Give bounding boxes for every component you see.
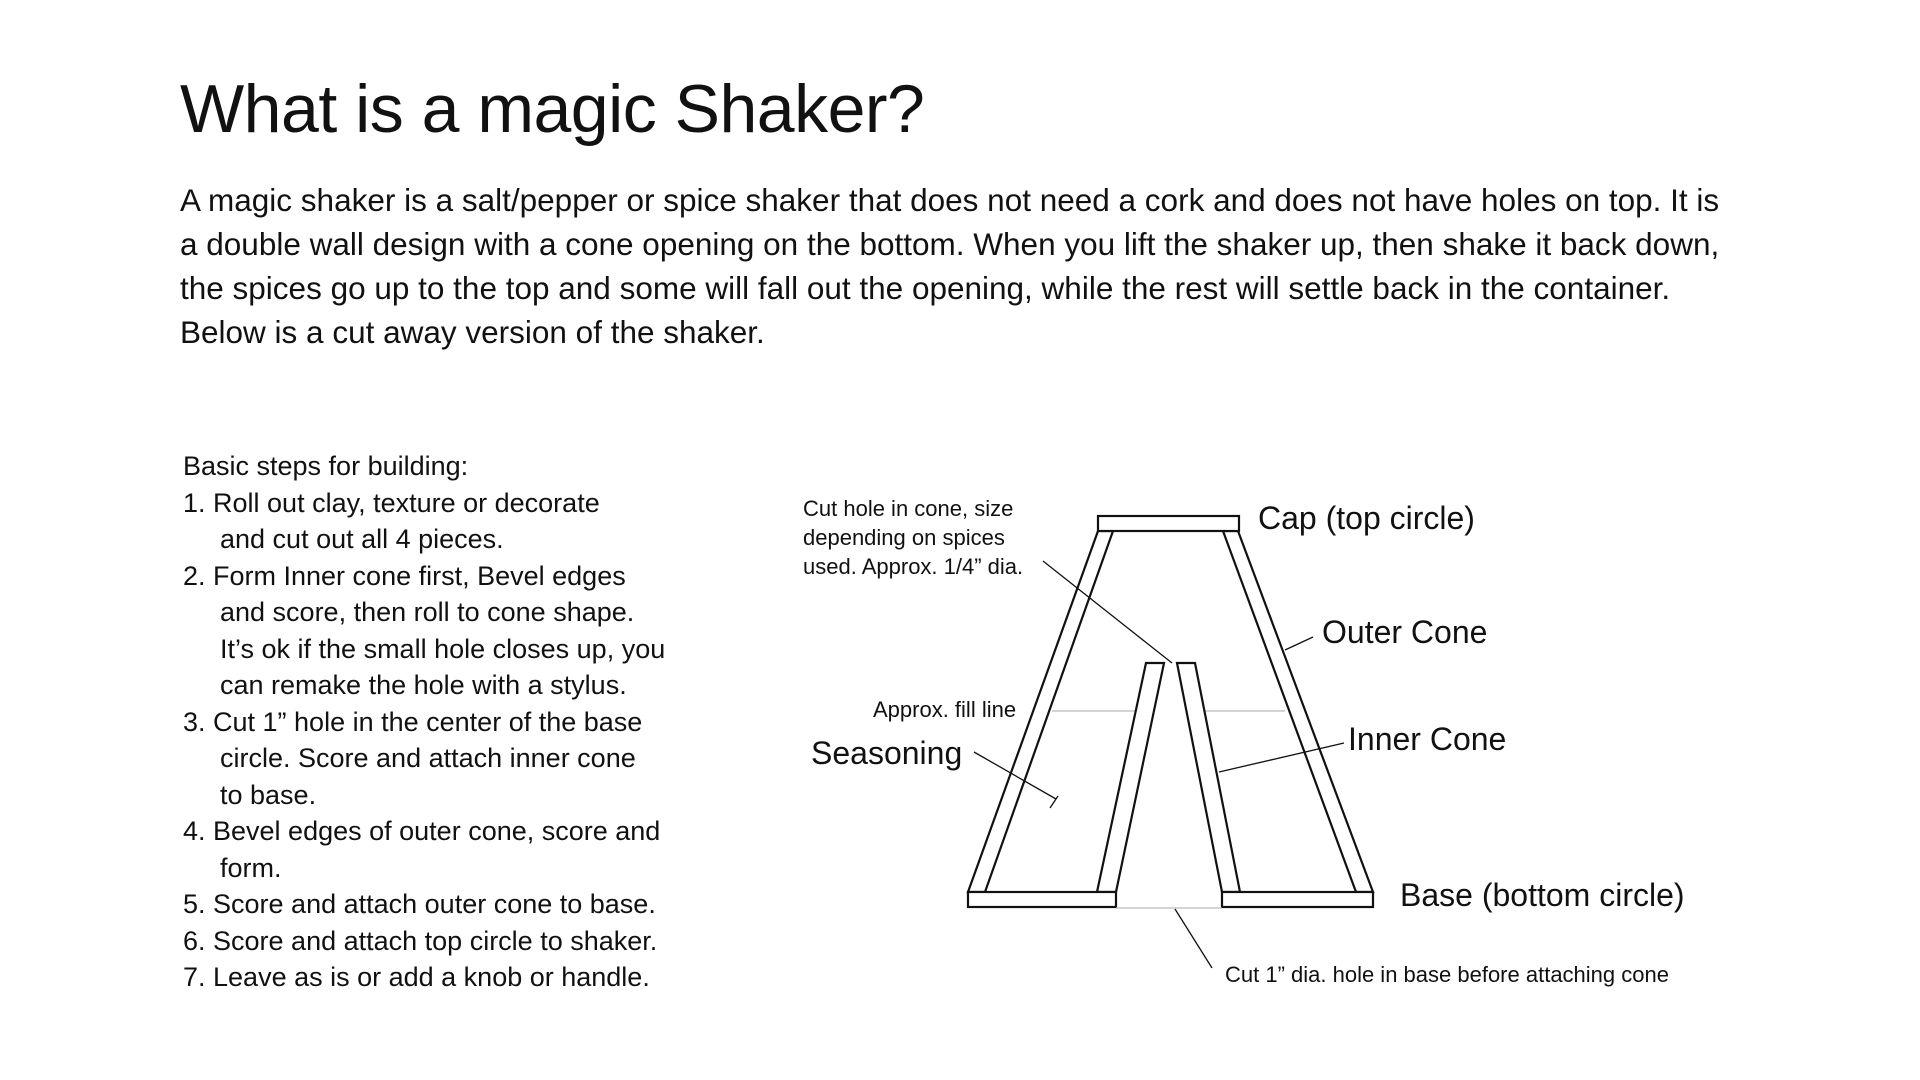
step-5: 5. Score and attach outer cone to base. <box>183 889 656 919</box>
base-right-half <box>1222 892 1373 907</box>
base-left-half <box>968 892 1116 907</box>
step-6: 6. Score and attach top circle to shaker. <box>183 925 658 956</box>
label-seasoning: Seasoning <box>811 735 963 771</box>
label-inner-cone: Inner Cone <box>1348 721 1507 757</box>
leader-outer-cone <box>1285 637 1313 650</box>
cap-top-circle <box>1098 516 1239 531</box>
leader-base-hole <box>1175 909 1212 968</box>
label-outer-cone: Outer Cone <box>1322 614 1488 650</box>
step-3-line-3: to base. <box>220 779 317 810</box>
step-2-line-3: It’s ok if the small hole closes up, you <box>220 633 666 664</box>
label-base: Base (bottom circle) <box>1400 877 1685 913</box>
intro-paragraph: A magic shaker is a salt/pepper or spice shaker that does not need a cork and does not have holes on top. It is a double wall design with a cone opening on the bottom. When you lift the shaker up, then shake it back down, the spices go up to the top and some will fall out the opening, while the rest will settle back in the container. Below is a cut away version of the shaker. <box>180 182 1720 350</box>
label-cut-hole-cone-line-2: depending on spices <box>803 525 1005 550</box>
inner-cone-left-wall <box>1097 663 1164 892</box>
label-cut-hole-cone-line-3: used. Approx. 1/4” dia. <box>803 554 1024 579</box>
steps-heading: Basic steps for building: <box>183 451 469 481</box>
step-4-line-1: 4. Bevel edges of outer cone, score and <box>183 816 661 846</box>
step-4-line-2: form. <box>220 852 282 883</box>
inner-cone-right-wall <box>1177 663 1240 892</box>
label-cut-hole-base: Cut 1” dia. hole in base before attaching cone <box>1225 962 1669 987</box>
label-cap: Cap (top circle) <box>1258 500 1475 536</box>
step-2-line-2: and score, then roll to cone shape. <box>220 597 635 627</box>
label-fill-line: Approx. fill line <box>873 697 1017 722</box>
step-1-line-1: 1. Roll out clay, texture or decorate <box>183 487 600 518</box>
step-7: 7. Leave as is or add a knob or handle. <box>183 962 650 992</box>
step-1-line-2: and cut out all 4 pieces. <box>220 524 504 554</box>
label-cut-hole-cone-line-1: Cut hole in cone, size <box>803 496 1014 521</box>
step-2-line-1: 2. Form Inner cone first, Bevel edges <box>183 560 626 591</box>
step-2-line-4: can remake the hole with a stylus. <box>220 670 627 700</box>
step-3-line-2: circle. Score and attach inner cone <box>220 743 636 773</box>
step-3-line-1: 3. Cut 1” hole in the center of the base <box>183 706 643 737</box>
page-title: What is a magic Shaker? <box>180 71 925 147</box>
